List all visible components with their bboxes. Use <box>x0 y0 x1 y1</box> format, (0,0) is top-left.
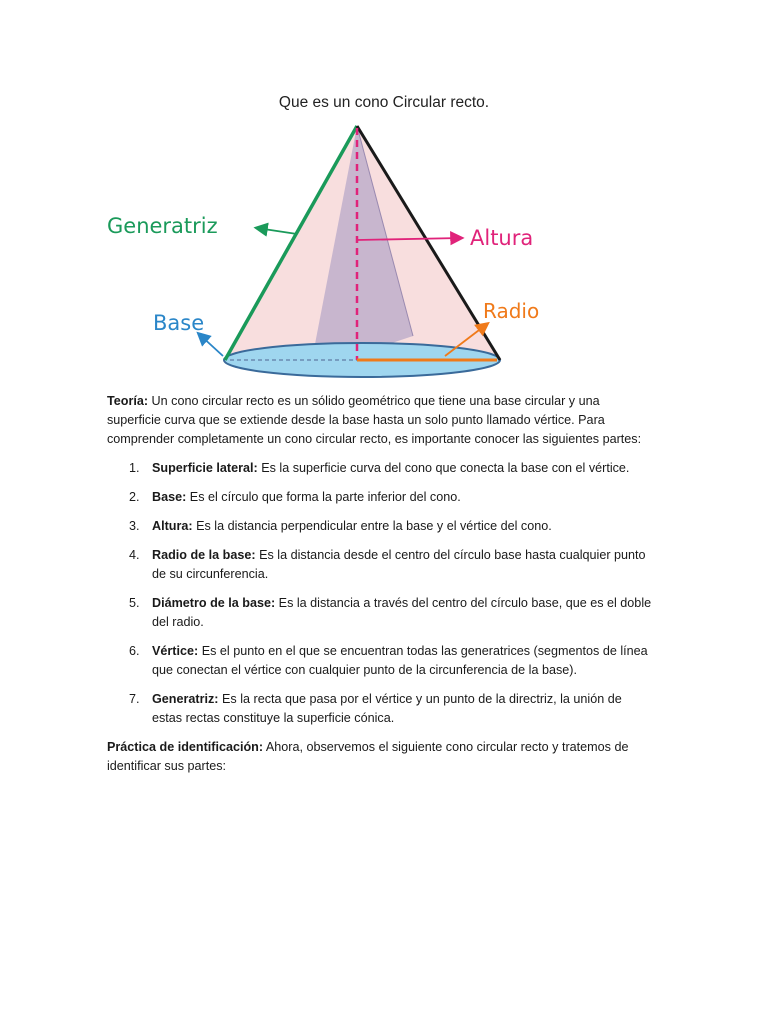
list-text: Es la superficie curva del cono que conecta la base con el vértice. <box>257 461 630 475</box>
list-number: 1. <box>129 461 140 475</box>
page-title: Que es un cono Circular recto. <box>278 94 490 111</box>
theory-label: Teoría: <box>107 394 149 408</box>
list-number: 3. <box>129 519 140 533</box>
document-body <box>107 392 652 776</box>
list-text: Es el círculo que forma la parte inferior del cono. <box>186 490 461 504</box>
practice-text: Ahora, observemos el siguiente cono circular recto y tratemos de identificar sus partes: <box>107 740 629 773</box>
list-item <box>107 690 652 728</box>
label-radio: Radio <box>483 299 540 323</box>
list-number: 6. <box>129 644 140 658</box>
list-item <box>107 546 652 584</box>
list-term: Diámetro de la base: <box>152 596 276 610</box>
list-text: Es la recta que pasa por el vértice y un punto de la directriz, la unión de estas rectas constituye la superficie cónica. <box>152 692 622 725</box>
list-item <box>107 642 652 680</box>
list-number: 7. <box>129 692 140 706</box>
list-term: Generatriz: <box>152 692 219 706</box>
list-text: Es la distancia desde el centro del círculo base hasta cualquier punto de su circunferencia. <box>152 548 646 581</box>
list-item <box>107 517 652 536</box>
list-number: 5. <box>129 596 140 610</box>
list-term: Altura: <box>152 519 193 533</box>
list-term: Base: <box>152 490 187 504</box>
label-altura: Altura <box>470 226 534 250</box>
parts-list <box>107 459 652 728</box>
theory-paragraph <box>107 392 652 449</box>
label-base: Base <box>153 311 205 335</box>
list-term: Vértice: <box>152 644 199 658</box>
list-text: Es la distancia perpendicular entre la base y el vértice del cono. <box>192 519 552 533</box>
list-text: Es el punto en el que se encuentran todas las generatrices (segmentos de línea que conectan el vértice con cualquier punto de la circunferencia de la base). <box>152 644 648 677</box>
list-number: 4. <box>129 548 140 562</box>
theory-text: Un cono circular recto es un sólido geométrico que tiene una base circular y una superficie curva que se extiende desde la base hasta un solo punto llamado vértice. Para comprender completamente un cono circular recto, es importante conocer las siguientes partes: <box>107 394 642 446</box>
list-text: Es la distancia a través del centro del círculo base, que es el doble del radio. <box>152 596 652 629</box>
cone-diagram <box>95 118 585 386</box>
list-item <box>107 488 652 507</box>
list-number: 2. <box>129 490 140 504</box>
list-item <box>107 459 652 478</box>
practice-paragraph <box>107 738 652 776</box>
list-term: Superficie lateral: <box>152 461 258 475</box>
list-term: Radio de la base: <box>152 548 256 562</box>
list-item <box>107 594 652 632</box>
practice-label: Práctica de identificación: <box>107 740 264 754</box>
label-generatriz: Generatriz <box>107 214 218 238</box>
